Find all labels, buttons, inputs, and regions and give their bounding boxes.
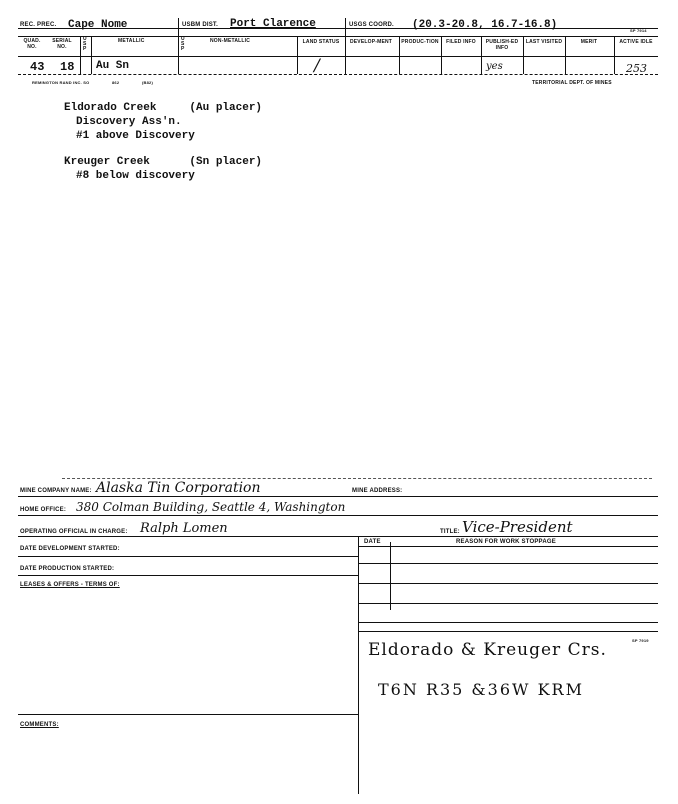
note-line-below-discovery: #8 below discovery [76, 170, 195, 182]
usp-letters-metallic: U S P [83, 36, 87, 52]
land-status-value: / [314, 56, 320, 76]
note-line-eldorado: Eldorado Creek (Au placer) [64, 102, 263, 114]
leases-offers-label: LEASES & OFFERS - TERMS OF: [20, 582, 120, 588]
printer-number-1: 862 [112, 80, 120, 85]
comments-label: COMMENTS: [20, 722, 59, 728]
col-non-metallic: NON-METALLIC [210, 38, 251, 44]
territorial-dept-label: TERRITORIAL DEPT. OF MINES [532, 80, 612, 86]
printer-credit: REMINGTON RAND INC. SO [32, 80, 90, 85]
home-office-label: HOME OFFICE: [20, 507, 67, 513]
form-number-bottom: SP 7919 [632, 638, 649, 643]
metallic-value: Au Sn [96, 60, 130, 72]
rec-prec-value: Cape Nome [68, 19, 128, 31]
note-line-kreuger: Kreuger Creek (Sn placer) [64, 156, 263, 168]
col-merit: MERIT [580, 39, 598, 45]
note-line-above-discovery: #1 above Discovery [76, 130, 195, 142]
col-active-idle: ACTIVE IDLE [619, 39, 653, 45]
published-info-value: yes [486, 61, 503, 72]
mine-address-label: MINE ADDRESS: [352, 488, 403, 494]
col-metallic: METALLIC [118, 38, 145, 44]
col-serial-no: SERIAL NO. [52, 38, 72, 50]
col-land-status: LAND STATUS [302, 39, 340, 45]
date-header: DATE [364, 539, 381, 545]
usbm-dist-label: USBM DIST. [182, 22, 219, 28]
active-idle-value: 253 [626, 62, 647, 75]
usbm-dist-value: Port Clarence [230, 18, 316, 30]
col-published-info: PUBLISH-ED INFO [485, 39, 519, 51]
reason-stoppage-header: REASON FOR WORK STOPPAGE [456, 539, 556, 545]
col-filed-info: FILED INFO [446, 39, 476, 45]
handwritten-township: T6N R35 &36W KRM [378, 680, 584, 699]
home-office-value: 380 Colman Building, Seattle 4, Washington [76, 500, 346, 514]
printer-number-2: (B82) [142, 80, 154, 85]
col-production: PRODUC-TION [401, 39, 439, 45]
form-number-top: SP 7914 [630, 28, 647, 33]
col-last-visited: LAST VISITED [525, 39, 563, 45]
usp-letters-nonmetallic: U S P [181, 36, 185, 52]
serial-no-value: 18 [60, 60, 75, 74]
quad-no-value: 43 [30, 60, 45, 74]
date-production-started-label: DATE PRODUCTION STARTED: [20, 566, 115, 572]
col-quad-no: QUAD. NO. [23, 38, 41, 50]
handwritten-creeks: Eldorado & Kreuger Crs. [368, 640, 607, 660]
date-development-started-label: DATE DEVELOPMENT STARTED: [20, 546, 120, 552]
usgs-coord-value: (20.3-20.8, 16.7-16.8) [412, 19, 558, 31]
rec-prec-label: REC. PREC. [20, 22, 57, 28]
note-line-discovery: Discovery Ass'n. [76, 116, 182, 128]
title-value: Vice-President [462, 518, 573, 536]
operating-official-label: OPERATING OFFICIAL IN CHARGE: [20, 529, 128, 535]
usgs-coord-label: USGS COORD. [349, 22, 394, 28]
operating-official-value: Ralph Lomen [140, 521, 228, 536]
title-label: TITLE: [440, 529, 460, 535]
col-development: DEVELOP-MENT [349, 39, 393, 45]
company-name-label: MINE COMPANY NAME: [20, 488, 92, 494]
company-name-value: Alaska Tin Corporation [96, 480, 261, 496]
